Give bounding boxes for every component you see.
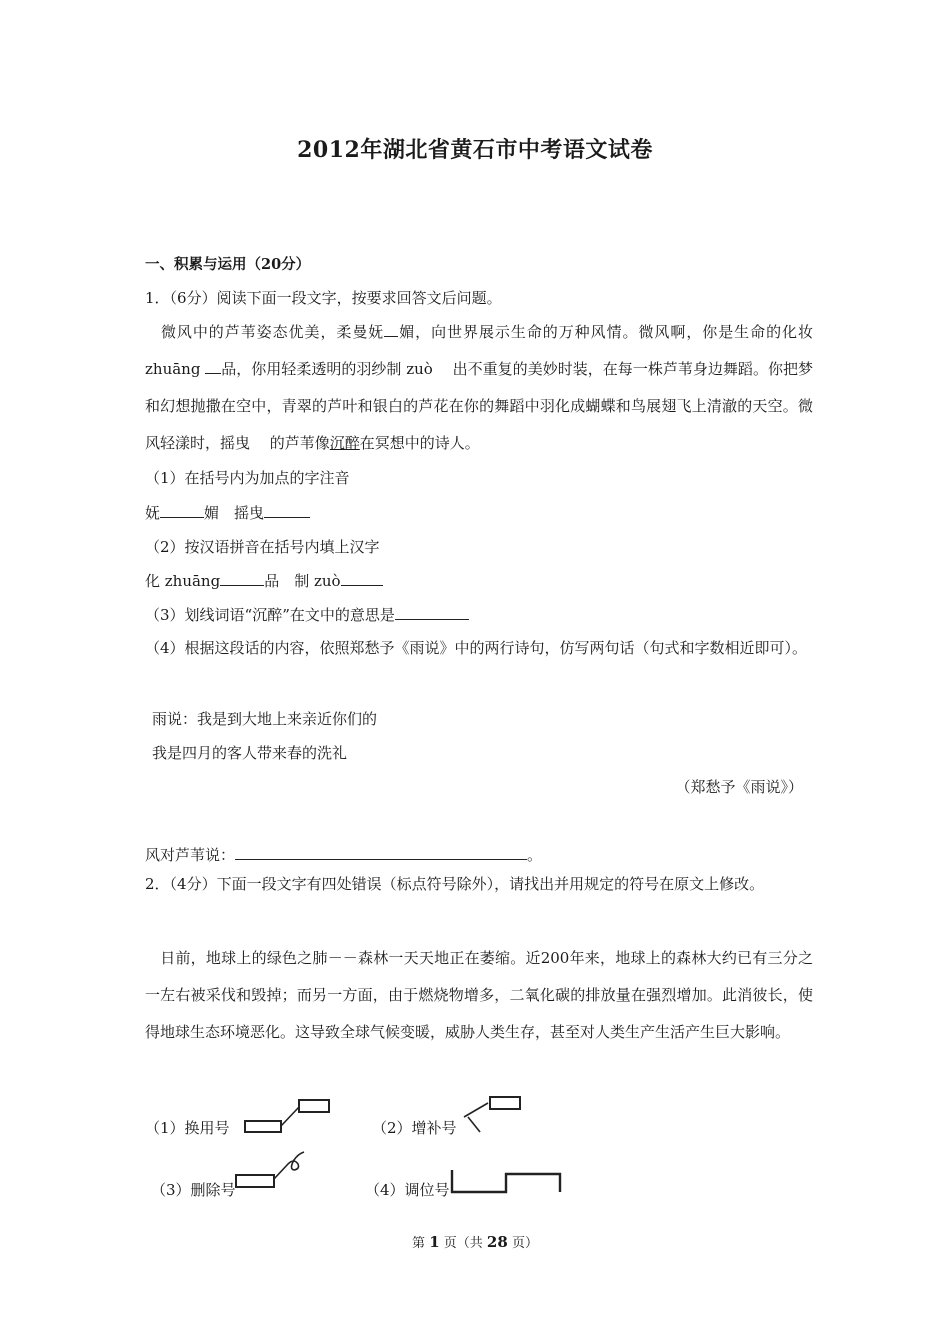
- sub-question-2-answer: [145, 570, 383, 591]
- replace-mark-icon: [243, 1097, 335, 1137]
- answer-blank: [264, 503, 310, 518]
- answer-label: 媚 摇曳: [204, 504, 265, 522]
- answer-blank: [160, 503, 204, 518]
- answer-label: 化 zhuāng: [145, 572, 221, 590]
- poem-line-1: 雨说：我是到大地上来亲近你们的: [152, 710, 378, 728]
- sub-question-2: （2）按汉语拼音在括号内填上汉字: [145, 538, 380, 556]
- poem-source: （郑愁予《雨说》）: [675, 778, 803, 796]
- question-1-stem: 1．（6分）阅读下面一段文字，按要求回答文后问题。: [145, 289, 502, 307]
- question-2-stem: 2．（4分）下面一段文字有四处错误（标点符号除外），请找出并用规定的符号在原文上修改。: [145, 875, 765, 893]
- answer-label: 妩: [145, 504, 161, 522]
- passage-part: 在冥想中的诗人。: [359, 434, 480, 452]
- answer-label: 品 制 zuò: [264, 572, 341, 590]
- sub-question-1: （1）在括号内为加点的字注音: [145, 469, 350, 487]
- answer-prefix: 风对芦苇说：: [145, 846, 236, 864]
- pinyin-blank: [384, 322, 398, 337]
- answer-blank: [235, 845, 527, 860]
- page-number: 1: [429, 1233, 440, 1251]
- footer-text: 第: [412, 1236, 426, 1251]
- page-total: 28: [486, 1233, 508, 1251]
- mark-label-replace: （1）换用号: [145, 1119, 230, 1137]
- sub-question-3: [145, 604, 469, 625]
- imitation-answer: [145, 844, 542, 865]
- answer-blank: [220, 571, 264, 586]
- delete-mark-icon: [234, 1150, 314, 1195]
- section-heading: 一、积累与运用（20分）: [145, 256, 311, 273]
- sub-question-3-text: （3）划线词语“沉醉”在文中的意思是: [145, 606, 395, 624]
- sub-question-1-answer: [145, 502, 310, 523]
- poem-line-2: 我是四月的客人带来春的洗礼: [152, 744, 348, 762]
- mark-label-insert: （2）增补号: [372, 1119, 457, 1137]
- question-2-passage: 日前，地球上的绿色之肺－－森林一天天地正在萎缩。近200年来，地球上的森林大约已有三分之一左右被采伐和毁掉；而另一方面，由于燃烧物增多，二氧化碳的排放量在强烈增加。此消彼长，使得地球生态环境恶化。这导致全球气候变暖，威胁人类生存，甚至对人类生产生活产生巨大影响。: [145, 949, 813, 1041]
- footer-text: 页（共: [443, 1236, 483, 1251]
- mark-label-delete: （3）删除号: [151, 1181, 236, 1199]
- question-1-passage: [145, 314, 813, 462]
- page-title: 2012年湖北省黄石市中考语文试卷: [297, 137, 653, 163]
- insert-mark-icon: [458, 1095, 528, 1137]
- answer-blank: [395, 605, 469, 620]
- pinyin-blank: [205, 359, 221, 374]
- footer-text: 页）: [511, 1236, 538, 1251]
- answer-suffix: 。: [527, 846, 543, 864]
- mark-label-swap: （4）调位号: [365, 1181, 450, 1199]
- passage-part: 媚，向世界展示生命的万种风情。微风啊，你是生命的化妆 zhuāng: [145, 323, 813, 378]
- sub-question-4: （4）根据这段话的内容，依照郑愁予《雨说》中的两行诗句，仿写两句话（句式和字数相近即可）。: [145, 639, 808, 657]
- swap-mark-icon: [448, 1168, 566, 1198]
- underlined-word: 沉醉: [329, 434, 360, 452]
- passage-part: 品，你用轻柔透明的羽纱制 zuò 出不重复的美妙时装，在每一株芦苇身边舞蹈。你把梦和幻想抛撒在空中，青翠的芦叶和银白的芦花在你的舞蹈中羽化成蝴蝶和鸟展翅飞上清澈的天空。微风轻漾时，摇曳 的芦苇像: [145, 360, 813, 452]
- answer-blank: [341, 571, 383, 586]
- passage-part: 微风中的芦苇姿态优美，柔曼妩: [145, 323, 385, 341]
- page-footer: [0, 1232, 950, 1251]
